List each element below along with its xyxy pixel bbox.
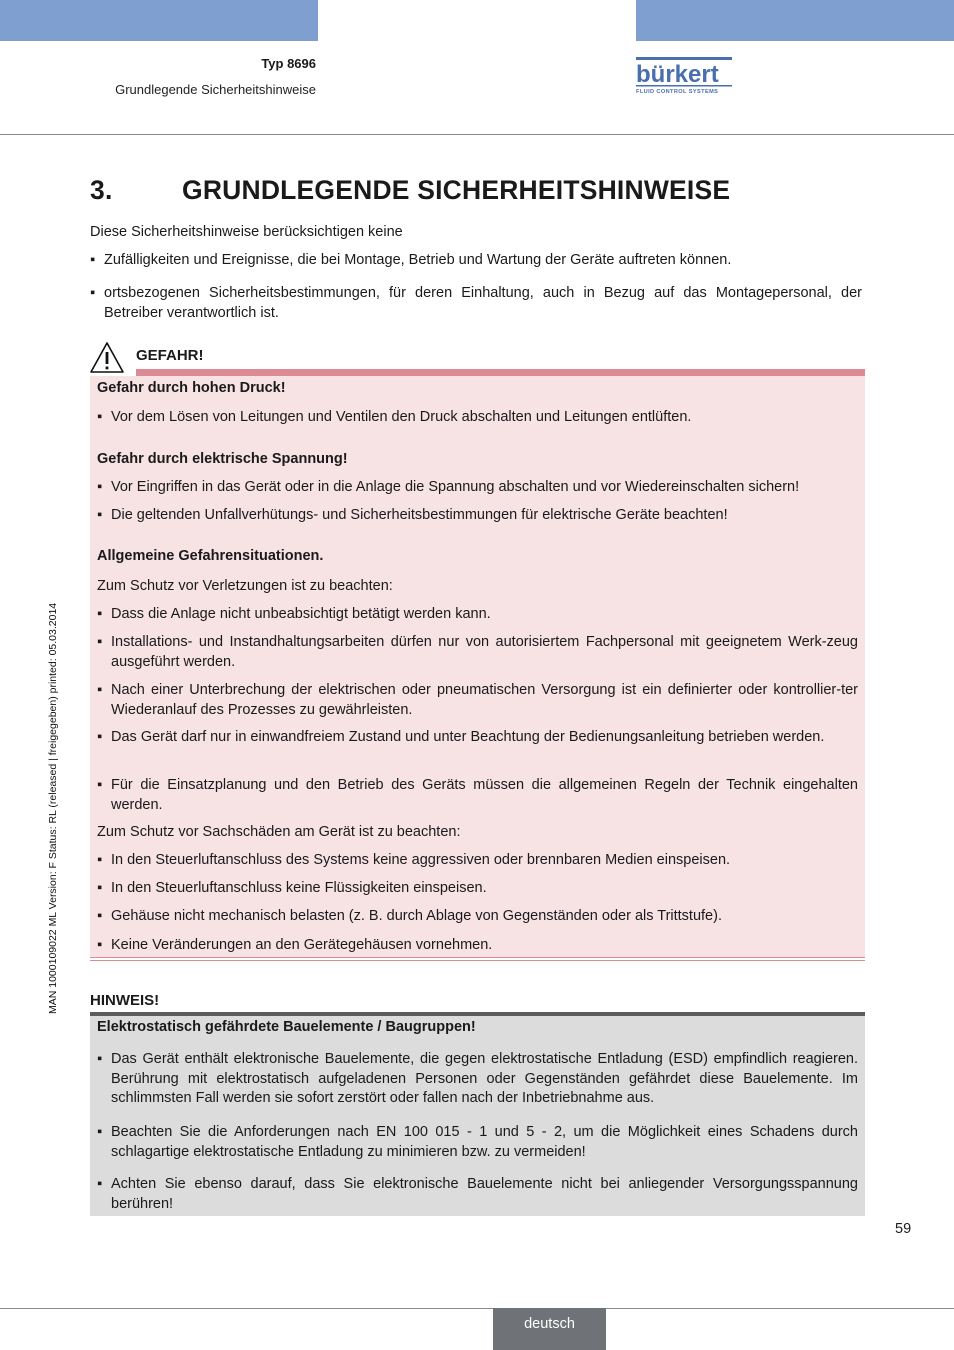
injury-intro: Zum Schutz vor Verletzungen ist zu beachten: — [97, 578, 393, 594]
page-number: 59 — [895, 1221, 912, 1237]
footer-divider — [0, 1308, 954, 1309]
danger-pressure-title: Gefahr durch hohen Druck! — [97, 380, 286, 396]
header-divider — [0, 134, 954, 135]
section-heading — [90, 175, 730, 206]
document-side-info: MAN 1000109022 ML Version: F Status: RL (released | freigegeben) printed: 05.03.2014 — [47, 602, 59, 1014]
list-item: ▪ In den Steuerluftanschluss keine Flüssigkeiten einspeisen. — [97, 880, 487, 896]
logo-wordmark: bürkert — [636, 61, 719, 88]
notice-title: Elektrostatisch gefährdete Bauelemente / Baugruppen! — [97, 1019, 476, 1035]
language-tab: deutsch — [493, 1308, 606, 1350]
list-item: ▪ Gehäuse nicht mechanisch belasten (z. B. durch Ablage von Gegenständen oder als Trittstufe). — [97, 908, 722, 924]
document-type: Typ 8696 — [261, 56, 316, 71]
list-item: ▪ Die geltenden Unfallverhütungs- und Sicherheitsbestimmungen für elektrische Geräte beachten! — [97, 507, 728, 523]
danger-electric-title: Gefahr durch elektrische Spannung! — [97, 451, 348, 467]
list-item: ▪ Für die Einsatzplanung und den Betrieb des Geräts müssen die allgemeinen Regeln der Technik eingehalten werden. — [97, 777, 858, 813]
logo-tagline: FLUID CONTROL SYSTEMS — [636, 89, 719, 95]
header-bar-right — [636, 0, 954, 41]
warning-triangle-icon — [89, 341, 125, 374]
danger-bottom-rule — [90, 957, 865, 958]
list-item: ▪ ortsbezogenen Sicherheitsbestimmungen, für deren Einhaltung, auch in Bezug auf das Montagepersonal, der Betreiber verantwortlich ist. — [90, 285, 862, 321]
list-item: ▪ Keine Veränderungen an den Gerätegehäusen vornehmen. — [97, 937, 493, 953]
list-item: ▪ Vor Eingriffen in das Gerät oder in die Anlage die Spannung abschalten und vor Wiedereinschalten sichern! — [97, 479, 800, 495]
header-bar-left — [0, 0, 318, 41]
header-subtitle: Grundlegende Sicherheitshinweise — [115, 82, 316, 97]
list-item: ▪ Installations- und Instandhaltungsarbeiten dürfen nur von autorisiertem Fachpersonal mit geeignetem Werk-zeug ausgeführt werden. — [97, 634, 858, 670]
section-title: GRUNDLEGENDE SICHERHEITSHINWEISE — [182, 175, 731, 205]
list-item: ▪ Achten Sie ebenso darauf, dass Sie elektronische Bauelemente nicht bei anliegender Versorgungsspannung berühren! — [97, 1176, 858, 1212]
buerkert-logo — [636, 56, 746, 96]
notice-label: HINWEIS! — [90, 992, 160, 1009]
section-number: 3. — [90, 175, 113, 205]
danger-bottom-rule — [90, 960, 865, 961]
list-item: ▪ Zufälligkeiten und Ereignisse, die bei Montage, Betrieb und Wartung der Geräte auftreten können. — [90, 252, 732, 268]
list-item: ▪ Dass die Anlage nicht unbeabsichtigt betätigt werden kann. — [97, 606, 491, 622]
list-item: ▪ Beachten Sie die Anforderungen nach EN 100 015 - 1 und 5 - 2, um die Möglichkeit eines Schadens durch schlagartige elektrostatische Entladung zu minimieren bzw. zu vermeiden! — [97, 1124, 858, 1160]
danger-stripe — [136, 369, 865, 376]
damage-intro: Zum Schutz vor Sachschäden am Gerät ist zu beachten: — [97, 824, 461, 840]
danger-label: GEFAHR! — [136, 347, 204, 364]
list-item: ▪ In den Steuerluftanschluss des Systems keine aggressiven oder brennbaren Medien einspeisen. — [97, 852, 731, 868]
list-item: ▪ Das Gerät enthält elektronische Bauelemente, die gegen elektrostatische Entladung (ESD) empfindlich reagieren. Berührung mit elektrostatisch aufgeladenen Personen oder Gegenständen gefährdet diese Bauelemente. Im schlimmsten Fall werden sie sofort zerstört oder fallen nach der Inbetriebnahme aus. — [97, 1051, 858, 1106]
list-item: ▪ Das Gerät darf nur in einwandfreiem Zustand und unter Beachtung der Bedienungsanleitung betrieben werden. — [97, 729, 825, 745]
list-item: ▪ Nach einer Unterbrechung der elektrischen oder pneumatischen Versorgung ist ein definierter oder kontrollier-ter Wiederanlauf des Prozesses zu gewährleisten. — [97, 682, 858, 718]
intro-text: Diese Sicherheitshinweise berücksichtigen keine — [90, 224, 403, 240]
danger-general-title: Allgemeine Gefahrensituationen. — [97, 548, 324, 564]
list-item: ▪ Vor dem Lösen von Leitungen und Ventilen den Druck abschalten und Leitungen entlüften. — [97, 409, 692, 425]
